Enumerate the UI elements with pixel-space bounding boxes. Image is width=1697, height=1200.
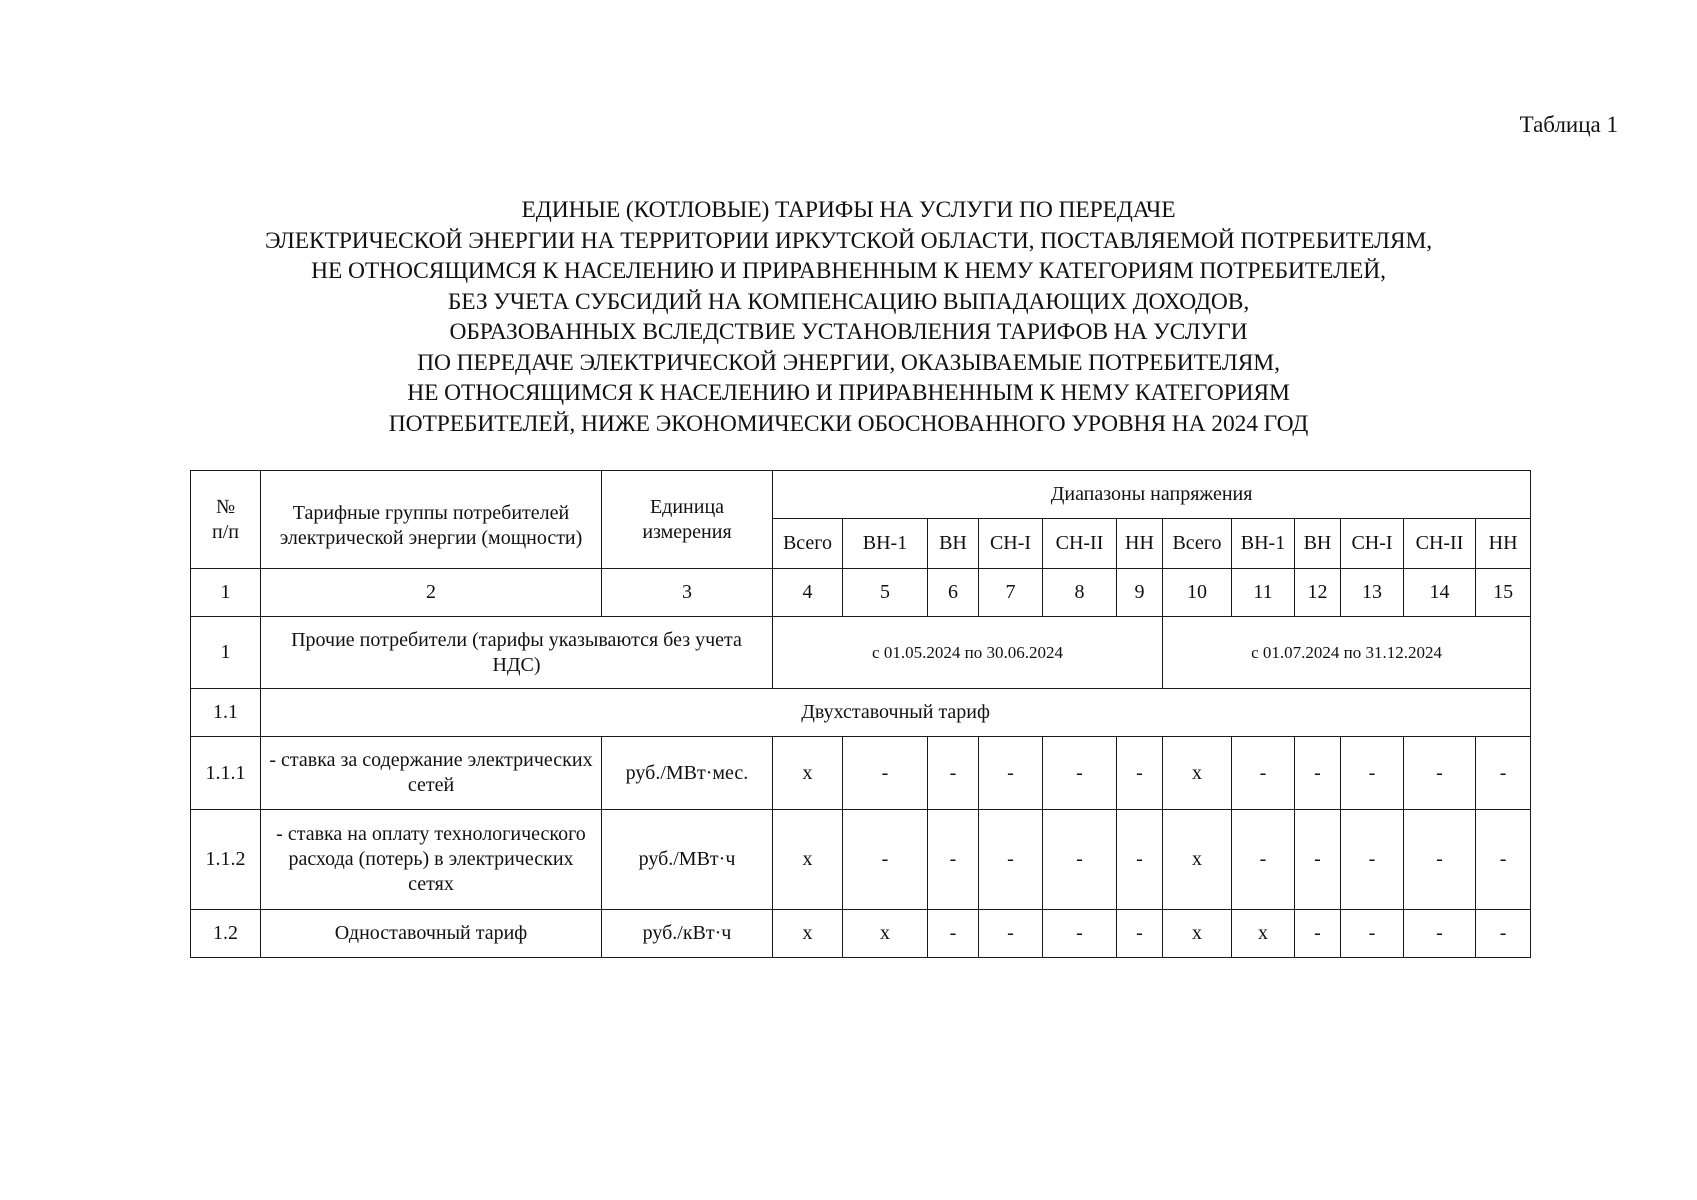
- value-cell: -: [979, 737, 1043, 810]
- title-line: ПО ПЕРЕДАЧЕ ЭЛЕКТРИЧЕСКОЙ ЭНЕРГИИ, ОКАЗЫВАЕМЫЕ ПОТРЕБИТЕЛЯМ,: [417, 349, 1280, 376]
- header-num-cell: [191, 471, 261, 569]
- value-cell: x: [843, 910, 928, 958]
- value-cell: -: [1476, 910, 1531, 958]
- column-number-cell: 1: [191, 569, 261, 617]
- value-cell: -: [1295, 910, 1341, 958]
- value-cell: -: [843, 810, 928, 910]
- voltage-column-header: СН-II: [1043, 519, 1117, 569]
- value-cell: -: [928, 810, 979, 910]
- voltage-column-header: ВН-1: [843, 519, 928, 569]
- value-cell: -: [928, 737, 979, 810]
- column-number-cell: 5: [843, 569, 928, 617]
- column-number-cell: 10: [1163, 569, 1232, 617]
- voltage-column-header: ВН: [928, 519, 979, 569]
- table-row: [191, 737, 1531, 810]
- table-number-label: Таблица 1: [1519, 112, 1618, 137]
- title-line: ОБРАЗОВАННЫХ ВСЛЕДСТВИЕ УСТАНОВЛЕНИЯ ТАРИФОВ НА УСЛУГИ: [449, 319, 1248, 345]
- tariff-table: [190, 470, 1531, 958]
- value-cell: -: [1043, 810, 1117, 910]
- value-cell: -: [843, 737, 928, 810]
- table-row-section: [191, 617, 1531, 689]
- value-cell: -: [1341, 737, 1404, 810]
- row-num-cell: 1: [191, 617, 261, 689]
- value-cell: x: [1163, 737, 1232, 810]
- value-cell: -: [1232, 810, 1295, 910]
- title-line: НЕ ОТНОСЯЩИМСЯ К НАСЕЛЕНИЮ И ПРИРАВНЕННЫМ К НЕМУ КАТЕГОРИЯМ: [407, 380, 1290, 406]
- column-number-cell: 14: [1404, 569, 1476, 617]
- value-cell: x: [1163, 910, 1232, 958]
- header-num-abbrev: п/п: [212, 520, 239, 543]
- column-number-cell: 7: [979, 569, 1043, 617]
- column-number-cell: 13: [1341, 569, 1404, 617]
- value-cell: -: [1341, 910, 1404, 958]
- voltage-column-header: СН-II: [1404, 519, 1476, 569]
- value-cell: -: [1117, 910, 1163, 958]
- column-number-cell: 8: [1043, 569, 1117, 617]
- column-number-cell: 9: [1117, 569, 1163, 617]
- value-cell: -: [1341, 810, 1404, 910]
- document-title: [0, 195, 1697, 439]
- value-cell: -: [1476, 810, 1531, 910]
- voltage-column-header: Всего: [1163, 519, 1232, 569]
- column-number-row: [191, 569, 1531, 617]
- row-label-cell: Одноставочный тариф: [261, 910, 602, 958]
- column-number-cell: 12: [1295, 569, 1341, 617]
- title-line: ЭЛЕКТРИЧЕСКОЙ ЭНЕРГИИ НА ТЕРРИТОРИИ ИРКУТСКОЙ ОБЛАСТИ, ПОСТАВЛЯЕМОЙ ПОТРЕБИТЕЛЯМ,: [264, 227, 1433, 254]
- row-label-cell: - ставка на оплату технологического расхода (потерь) в электрических сетях: [261, 810, 602, 910]
- title-line: ПОТРЕБИТЕЛЕЙ, НИЖЕ ЭКОНОМИЧЕСКИ ОБОСНОВАННОГО УРОВНЯ НА 2024 ГОД: [388, 410, 1309, 437]
- value-cell: -: [1043, 910, 1117, 958]
- title-line: ЕДИНЫЕ (КОТЛОВЫЕ) ТАРИФЫ НА УСЛУГИ ПО ПЕРЕДАЧЕ: [521, 197, 1176, 223]
- voltage-column-header: Всего: [773, 519, 843, 569]
- column-number-cell: 11: [1232, 569, 1295, 617]
- header-row-top: [191, 471, 1531, 519]
- value-cell: -: [979, 910, 1043, 958]
- value-cell: -: [1404, 910, 1476, 958]
- row-label-cell: Прочие потребители (тарифы указываются без учета НДС): [261, 617, 773, 689]
- row-num-cell: 1.2: [191, 910, 261, 958]
- value-cell: x: [773, 810, 843, 910]
- value-cell: -: [1117, 810, 1163, 910]
- title-line: БЕЗ УЧЕТА СУБСИДИЙ НА КОМПЕНСАЦИЮ ВЫПАДАЮЩИХ ДОХОДОВ,: [447, 288, 1250, 315]
- header-group-cell: Тарифные группы потребителей электрической энергии (мощности): [261, 471, 602, 569]
- row-unit-cell: руб./МВт·ч: [602, 810, 773, 910]
- period-1-cell: с 01.05.2024 по 30.06.2024: [773, 617, 1163, 689]
- column-number-cell: 3: [602, 569, 773, 617]
- voltage-column-header: ВН: [1295, 519, 1341, 569]
- column-number-cell: 6: [928, 569, 979, 617]
- value-cell: -: [1404, 810, 1476, 910]
- value-cell: x: [1232, 910, 1295, 958]
- value-cell: -: [979, 810, 1043, 910]
- row-unit-cell: руб./МВт·мес.: [602, 737, 773, 810]
- column-number-cell: 15: [1476, 569, 1531, 617]
- header-unit-cell: Единица измерения: [602, 471, 773, 569]
- table-row-subsection: [191, 689, 1531, 737]
- row-label-cell: - ставка за содержание электрических сетей: [261, 737, 602, 810]
- voltage-column-header: НН: [1476, 519, 1531, 569]
- value-cell: -: [1295, 810, 1341, 910]
- value-cell: -: [928, 910, 979, 958]
- voltage-column-header: СН-I: [979, 519, 1043, 569]
- value-cell: x: [773, 910, 843, 958]
- header-num-symbol: №: [215, 495, 236, 518]
- column-number-cell: 2: [261, 569, 602, 617]
- row-num-cell: 1.1.2: [191, 810, 261, 910]
- table-row: [191, 810, 1531, 910]
- voltage-column-header: СН-I: [1341, 519, 1404, 569]
- table-row: [191, 910, 1531, 958]
- value-cell: -: [1476, 737, 1531, 810]
- voltage-column-header: НН: [1117, 519, 1163, 569]
- row-num-cell: 1.1: [191, 689, 261, 737]
- value-cell: -: [1232, 737, 1295, 810]
- value-cell: -: [1295, 737, 1341, 810]
- value-cell: -: [1404, 737, 1476, 810]
- title-line: НЕ ОТНОСЯЩИМСЯ К НАСЕЛЕНИЮ И ПРИРАВНЕННЫМ К НЕМУ КАТЕГОРИЯМ ПОТРЕБИТЕЛЕЙ,: [311, 258, 1386, 284]
- row-label-cell: Двухставочный тариф: [261, 689, 1531, 737]
- row-unit-cell: руб./кВт·ч: [602, 910, 773, 958]
- value-cell: x: [1163, 810, 1232, 910]
- value-cell: -: [1043, 737, 1117, 810]
- voltage-column-header: ВН-1: [1232, 519, 1295, 569]
- value-cell: -: [1117, 737, 1163, 810]
- period-2-cell: с 01.07.2024 по 31.12.2024: [1163, 617, 1531, 689]
- value-cell: x: [773, 737, 843, 810]
- row-num-cell: 1.1.1: [191, 737, 261, 810]
- column-number-cell: 4: [773, 569, 843, 617]
- header-voltage-ranges: Диапазоны напряжения: [773, 471, 1531, 519]
